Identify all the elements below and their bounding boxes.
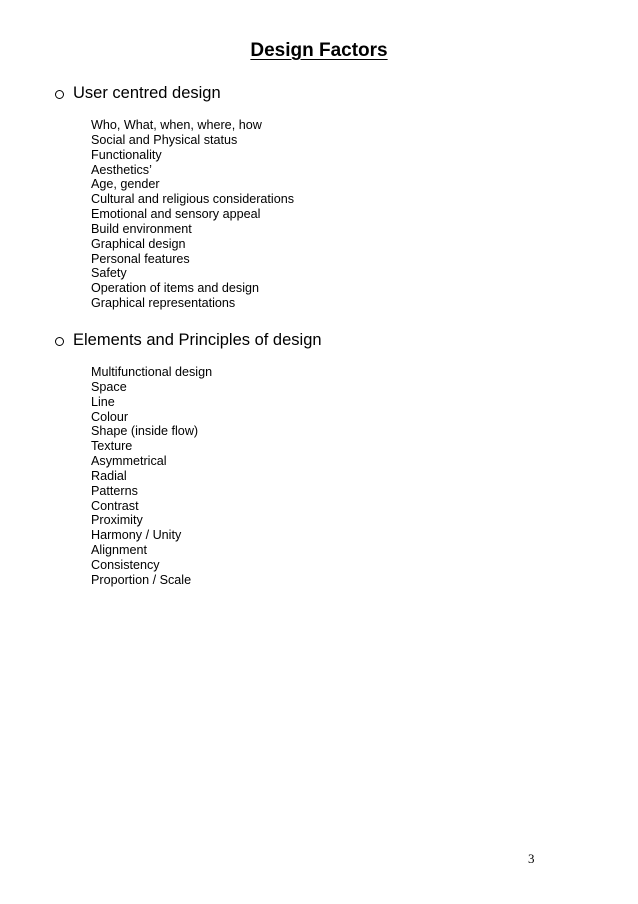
- section-elements-and-principles: [55, 330, 322, 588]
- list-item: Build environment: [91, 221, 192, 236]
- item-list: [91, 365, 322, 588]
- section-heading: [55, 330, 322, 350]
- list-item: Contrast: [91, 498, 139, 513]
- list-item: Safety: [91, 266, 127, 281]
- list-item: Graphical design: [91, 236, 186, 251]
- list-item: Harmony / Unity: [91, 528, 182, 543]
- list-item: Multifunctional design: [91, 365, 213, 379]
- list-item: Cultural and religious considerations: [91, 192, 295, 207]
- section-heading: [55, 83, 294, 103]
- list-item: Who, What, when, where, how: [91, 118, 262, 132]
- list-item: Aesthetics’: [91, 162, 152, 177]
- list-item: Colour: [91, 409, 129, 424]
- list-item: Social and Physical status: [91, 132, 238, 147]
- list-item: Consistency: [91, 557, 160, 572]
- list-item: Operation of items and design: [91, 281, 260, 296]
- section-user-centred-design: [55, 83, 294, 311]
- list-item: Shape (inside flow): [91, 424, 199, 439]
- section-heading-text: Elements and Principles of design: [73, 331, 322, 349]
- page-number: 3: [528, 851, 535, 866]
- list-item: Emotional and sensory appeal: [91, 207, 261, 222]
- list-item: Alignment: [91, 543, 148, 558]
- list-item: Personal features: [91, 251, 190, 266]
- list-item: Proportion / Scale: [91, 572, 192, 587]
- list-item: Age, gender: [91, 177, 160, 192]
- list-item: Radial: [91, 468, 127, 483]
- list-item: Functionality: [91, 147, 162, 162]
- list-item: Graphical representations: [91, 296, 236, 311]
- page-title: Design Factors: [250, 40, 388, 61]
- list-item: Line: [91, 394, 115, 409]
- hollow-circle-bullet-icon: [55, 90, 64, 99]
- item-list: [91, 118, 294, 311]
- list-item: Space: [91, 379, 127, 394]
- list-item: Patterns: [91, 483, 138, 498]
- section-heading-text: User centred design: [73, 84, 221, 102]
- hollow-circle-bullet-icon: [55, 337, 64, 346]
- list-item: Proximity: [91, 513, 143, 528]
- list-item: Texture: [91, 439, 133, 454]
- list-item: Asymmetrical: [91, 454, 167, 469]
